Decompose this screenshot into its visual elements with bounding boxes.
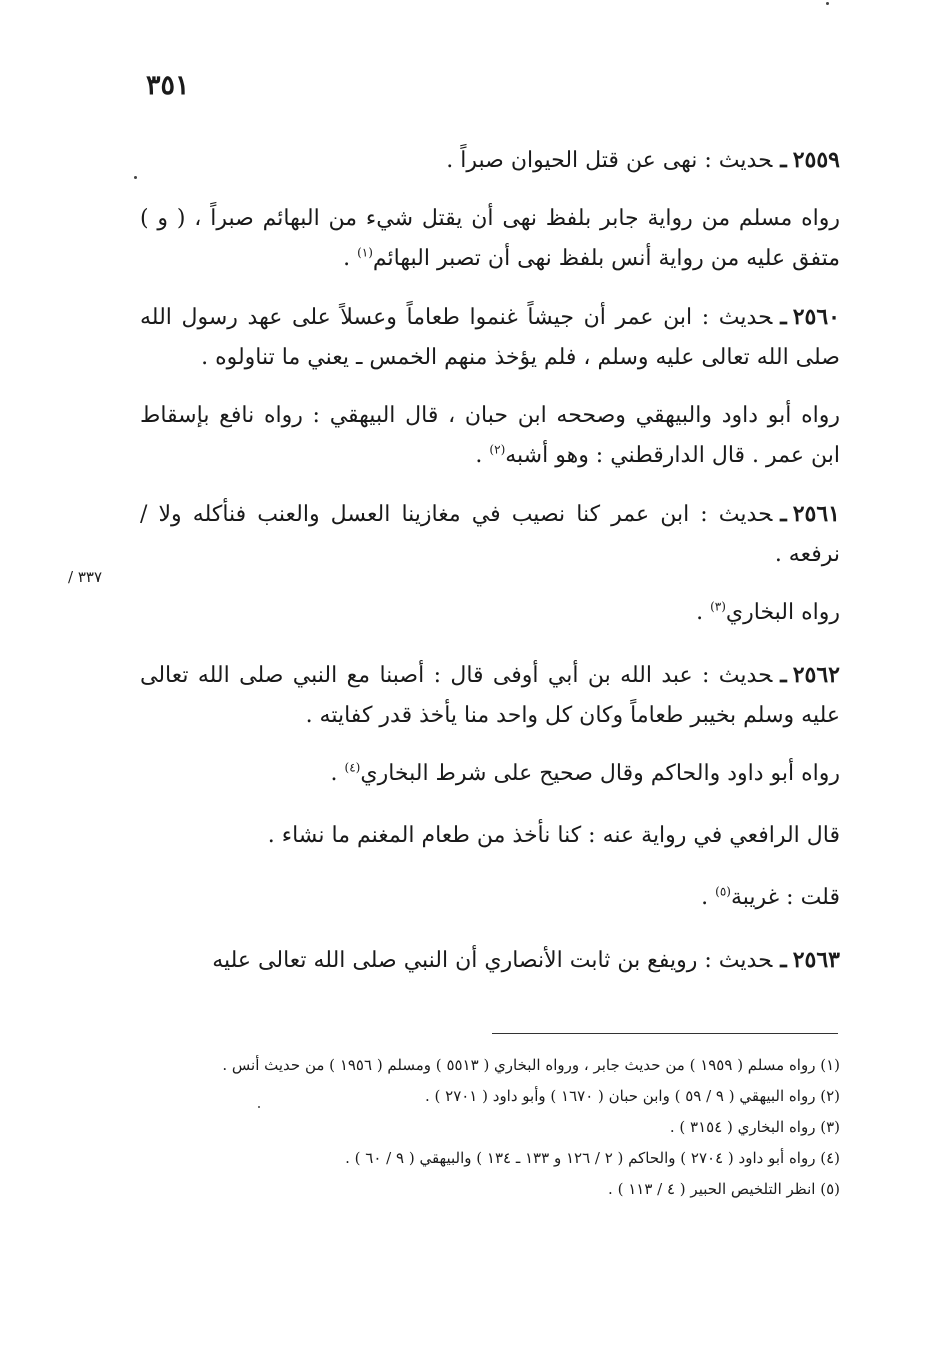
commentary-text: قال الرافعي في رواية عنه : كنا نأخذ من طعام المغنم ما نشاء .: [267, 823, 840, 848]
footnote-marker[interactable]: (١): [357, 245, 373, 260]
sentence-end: .: [701, 885, 716, 910]
footnote-separator: [492, 1033, 838, 1034]
commentary-paragraph: [140, 878, 840, 918]
hadith-text: حديث : رويفع بن ثابت الأنصاري أن النبي صلى الله تعالى عليه: [212, 948, 773, 973]
hadith-paragraph: [140, 655, 840, 736]
commentary-text: رواه البخاري: [725, 600, 840, 625]
scan-speck: [258, 1106, 260, 1108]
hadith-text: حديث : ابن عمر كنا نصيب في مغازينا العسل والعنب فنأكله ولا / نرفعه .: [140, 502, 840, 567]
sentence-end: .: [475, 443, 490, 468]
commentary-paragraph: [140, 816, 840, 856]
hadith-dash: ـ: [780, 304, 787, 330]
footnote: (٣) رواه البخاري ( ٣١٥٤ ) .: [669, 1118, 840, 1136]
footnote: (٢) رواه البيهقي ( ٩ / ٥٩ ) وابن حبان ( ١٦٧٠ ) وأبو داود ( ٢٧٠١ ) .: [424, 1087, 840, 1105]
hadith-paragraph: [140, 940, 840, 981]
hadith-text: حديث : نهى عن قتل الحيوان صبراً .: [446, 148, 773, 173]
hadith-paragraph: [140, 297, 840, 378]
sentence-end: .: [343, 246, 358, 271]
hadith-number: ٢٥٦٣: [792, 947, 840, 973]
main-text: [140, 140, 840, 999]
hadith-number: ٢٥٥٩: [792, 147, 840, 173]
hadith-number: ٢٥٦١: [792, 501, 840, 527]
page-number: ٣٥١: [146, 70, 190, 101]
hadith-number: ٢٥٦٠: [792, 304, 840, 330]
footnote-marker[interactable]: (٤): [344, 760, 361, 775]
margin-page-reference: ٣٣٧ /: [68, 568, 102, 586]
hadith-text: حديث : ابن عمر أن جيشاً غنموا طعاماً وعسلاً على عهد رسول الله صلى الله تعالى عليه وسلم ، فلم يؤخذ منهم الخمس ـ يعني ما تناولوه .: [140, 305, 840, 370]
footnotes: [140, 1052, 840, 1207]
hadith-text: حديث : عبد الله بن أبي أوفى قال : أصبنا مع النبي صلى الله تعالى عليه وسلم بخيبر طعاماً وكان كل واحد منا يأخذ قدر كفايته .: [140, 663, 840, 728]
hadith-dash: ـ: [780, 662, 787, 688]
commentary-paragraph: [140, 396, 840, 476]
hadith-paragraph: [140, 140, 840, 181]
footnote-marker[interactable]: (٢): [489, 442, 506, 457]
scan-speck: [134, 176, 137, 179]
footnote-marker[interactable]: (٥): [715, 884, 731, 899]
footnote: (٤) رواه أبو داود ( ٢٧٠٤ ) والحاكم ( ٢ / ١٢٦ و ١٣٣ ـ ١٣٤ ) والبيهقي ( ٩ / ٦٠ ) .: [345, 1149, 840, 1167]
commentary-text: رواه أبو داود والحاكم وقال صحيح على شرط البخاري: [360, 761, 840, 786]
commentary-paragraph: [140, 593, 840, 633]
sentence-end: .: [330, 761, 345, 786]
hadith-dash: ـ: [780, 947, 787, 973]
hadith-paragraph: [140, 494, 840, 575]
footnote: (١) رواه مسلم ( ١٩٥٩ ) من حديث جابر ، ورواه البخاري ( ٥٥١٣ ) ومسلم ( ١٩٥٦ ) من حديث أنس .: [222, 1056, 840, 1074]
sentence-end: .: [696, 600, 711, 625]
hadith-dash: ـ: [780, 147, 787, 173]
footnote: (٥) انظر التلخيص الحبير ( ٤ / ١١٣ ) .: [608, 1180, 840, 1198]
hadith-dash: ـ: [780, 501, 787, 527]
footnote-marker[interactable]: (٣): [710, 599, 726, 614]
commentary-text: رواه مسلم من رواية جابر بلفظ نهى أن يقتل شيء من البهائم صبراً ، ( و ) متفق عليه من رواية أنس بلفظ نهى أن تصبر البهائم: [140, 206, 840, 271]
commentary-text: رواه أبو داود والبيهقي وصححه ابن حبان ، قال البيهقي : رواه نافع بإسقاط ابن عمر . قال الدارقطني : وهو أشبه: [140, 403, 840, 468]
commentary-paragraph: [140, 199, 840, 279]
commentary-paragraph: [140, 754, 840, 794]
scan-speck: [826, 2, 829, 5]
commentary-text: قلت : غريبة: [730, 885, 840, 910]
hadith-number: ٢٥٦٢: [792, 662, 840, 688]
